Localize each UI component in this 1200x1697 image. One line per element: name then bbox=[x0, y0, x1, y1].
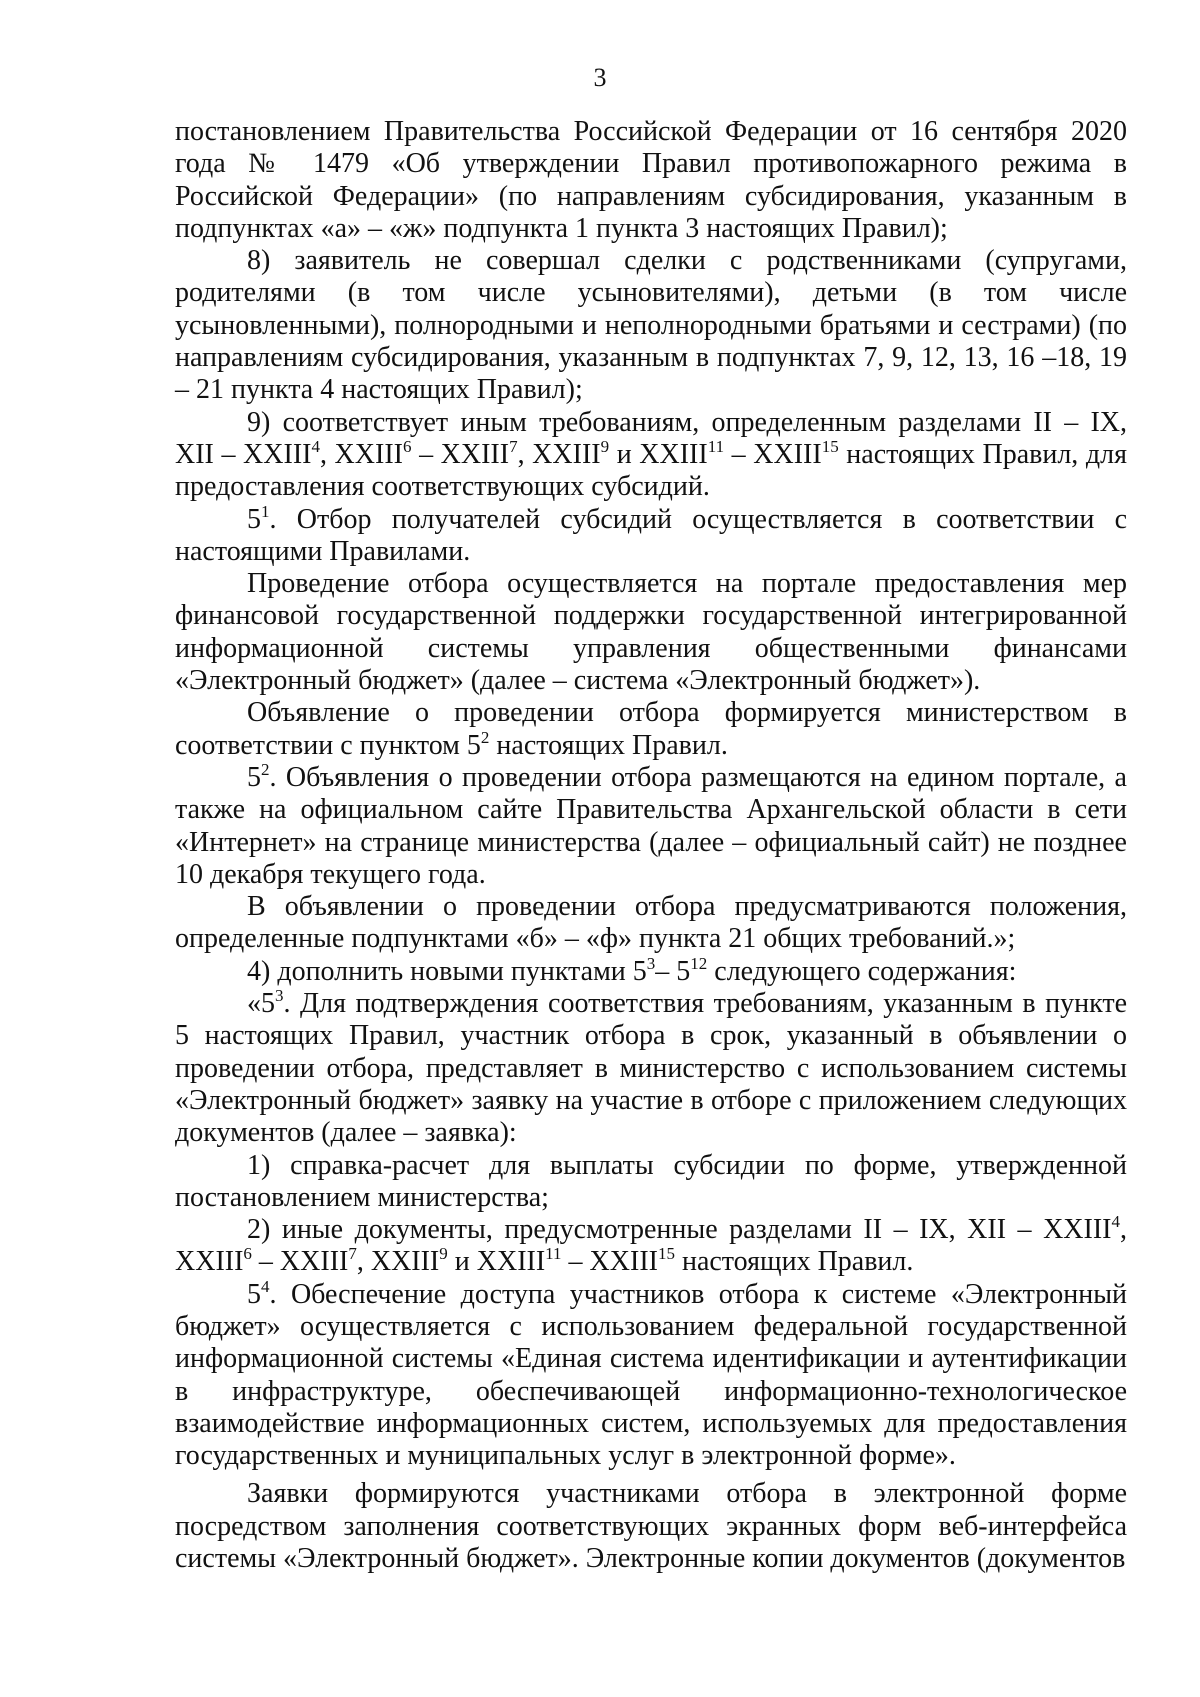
superscript: 11 bbox=[707, 436, 725, 456]
superscript: 7 bbox=[348, 1244, 357, 1264]
paragraph bbox=[175, 245, 1127, 406]
superscript: 4 bbox=[1111, 1212, 1120, 1232]
text-segment: . Обеспечение доступа участников отбора к системе «Электронный бюджет» осуществляется с использованием федеральной государственной информационной системы «Единая система идентификации и аутентификации в инфраструктуре, обеспечивающей информационно-технологическое взаимодействие информационных систем, используемых для предоставления государственных и муниципальных услуг в электронной форме». bbox=[175, 1278, 1127, 1472]
text-segment: 1) справка-расчет для выплаты субсидии по форме, утвержденной постановлением министерства; bbox=[175, 1149, 1127, 1213]
paragraph bbox=[175, 953, 1127, 988]
superscript: 9 bbox=[600, 436, 610, 456]
paragraph bbox=[175, 1478, 1127, 1575]
text-segment: 8) заявитель не совершал сделки с родственниками (супругами, родителями (в том числе усыновителями), детьми (в том числе усыновленными), полнородными и неполнородными братьями и сестрами) (по направлениям субсидирования, указанным в подпунктах 7, 9, 12, 13, 16 –18, 19 – 21 пункта 4 настоящих Правил); bbox=[175, 245, 1127, 406]
text-segment: 2) иные документы, предусмотренные разделами II – IX, XII – XXIII bbox=[247, 1214, 1112, 1246]
superscript: 9 bbox=[439, 1244, 448, 1264]
text-segment: настоящих Правил, для предоставления соответствующих субсидий. bbox=[175, 438, 1127, 503]
text-segment: – XXIII bbox=[561, 1246, 658, 1278]
superscript: 1 bbox=[261, 501, 270, 521]
superscript: 3 bbox=[275, 986, 284, 1006]
text-segment: . Объявления о проведении отбора размещаются на едином портале, а также на официальном сайте Правительства Архангельской области в сети «Интернет» на странице министерства (далее – официальный сайт) не позднее 10 декабря текущего года. bbox=[175, 761, 1127, 890]
text-segment: , XXIII bbox=[319, 438, 403, 470]
text-segment: и XXIII bbox=[609, 438, 708, 470]
text-segment: «5 bbox=[247, 988, 275, 1020]
text-segment: – XXIII bbox=[251, 1246, 349, 1278]
superscript: 7 bbox=[509, 436, 518, 456]
paragraph bbox=[175, 759, 1127, 891]
superscript: 15 bbox=[657, 1244, 675, 1264]
superscript: 2 bbox=[480, 727, 490, 747]
text-segment: 5 bbox=[247, 1278, 261, 1310]
text-segment: – XXIII bbox=[724, 438, 822, 470]
text-segment: 4) дополнить новыми пунктами 5 bbox=[247, 955, 647, 987]
text-segment: , XXIII bbox=[517, 438, 601, 470]
document-body bbox=[175, 116, 1127, 1575]
paragraph bbox=[175, 568, 1127, 697]
paragraph bbox=[175, 1276, 1127, 1473]
text-segment: Проведение отбора осуществляется на портале предоставления мер финансовой государственной поддержки государственной интегрированной информационной системы управления общественными финансами «Электронный бюджет» (далее – система «Электронный бюджет»). bbox=[175, 568, 1127, 697]
paragraph bbox=[175, 891, 1127, 956]
text-segment: и XXIII bbox=[447, 1246, 546, 1278]
text-segment: 5 bbox=[247, 761, 261, 793]
text-segment: постановлением Правительства Российской Федерации от 16 сентября 2020 года № 1479 «Об утверждении Правил противопожарного режима в Российской Федерации» (по направлениям субсидирования, указанным в подпунктах «а» – «ж» подпункта 1 пункта 3 настоящих Правил); bbox=[175, 116, 1127, 244]
superscript: 15 bbox=[821, 436, 839, 456]
text-segment: следующего содержания: bbox=[707, 955, 1017, 987]
text-segment: 5 bbox=[247, 503, 261, 535]
paragraph bbox=[175, 501, 1127, 569]
paragraph bbox=[175, 1214, 1127, 1279]
superscript: 11 bbox=[545, 1244, 562, 1264]
paragraph bbox=[175, 407, 1127, 504]
text-segment: 9) соответствует иным требованиям, определенным разделами II – IX, XII – XXIII bbox=[175, 406, 1127, 470]
superscript: 4 bbox=[261, 1276, 270, 1296]
text-segment: , XXIII bbox=[175, 1214, 1127, 1278]
superscript: 12 bbox=[690, 953, 708, 973]
superscript: 4 bbox=[311, 436, 320, 456]
text-segment: . Отбор получателей субсидий осуществляется в соответствии с настоящими Правилами. bbox=[175, 503, 1127, 567]
paragraph bbox=[175, 116, 1127, 245]
text-segment: Объявление о проведении отбора формируется министерством в соответствии с пунктом 5 bbox=[175, 697, 1127, 761]
paragraph bbox=[175, 988, 1127, 1149]
page-number: 3 bbox=[593, 63, 607, 92]
text-segment: В объявлении о проведении отбора предусматриваются положения, определенные подпунктами «б» – «ф» пункта 21 общих требований.»; bbox=[175, 891, 1127, 955]
text-segment: , XXIII bbox=[356, 1246, 440, 1278]
paragraph bbox=[175, 697, 1127, 762]
superscript: 2 bbox=[261, 759, 270, 779]
text-segment: – XXIII bbox=[411, 438, 510, 470]
superscript: 6 bbox=[243, 1244, 252, 1264]
superscript: 3 bbox=[646, 953, 656, 973]
superscript: 6 bbox=[402, 436, 412, 456]
text-segment: настоящих Правил. bbox=[674, 1246, 914, 1278]
text-segment: настоящих Правил. bbox=[489, 729, 728, 761]
text-segment: . Для подтверждения соответствия требованиям, указанным в пункте 5 настоящих Правил, участник отбора в срок, указанный в объявлении о проведении отбора, представляет в министерство с использованием системы «Электронный бюджет» заявку на участие в отборе с приложением следующих документов (далее – заявка): bbox=[175, 988, 1127, 1149]
text-segment: Заявки формируются участниками отбора в электронной форме посредством заполнения соответствующих экранных форм веб-интерфейса системы «Электронный бюджет». Электронные копии документов (документов bbox=[175, 1478, 1127, 1575]
text-segment: – 5 bbox=[655, 955, 691, 987]
paragraph bbox=[175, 1150, 1127, 1215]
